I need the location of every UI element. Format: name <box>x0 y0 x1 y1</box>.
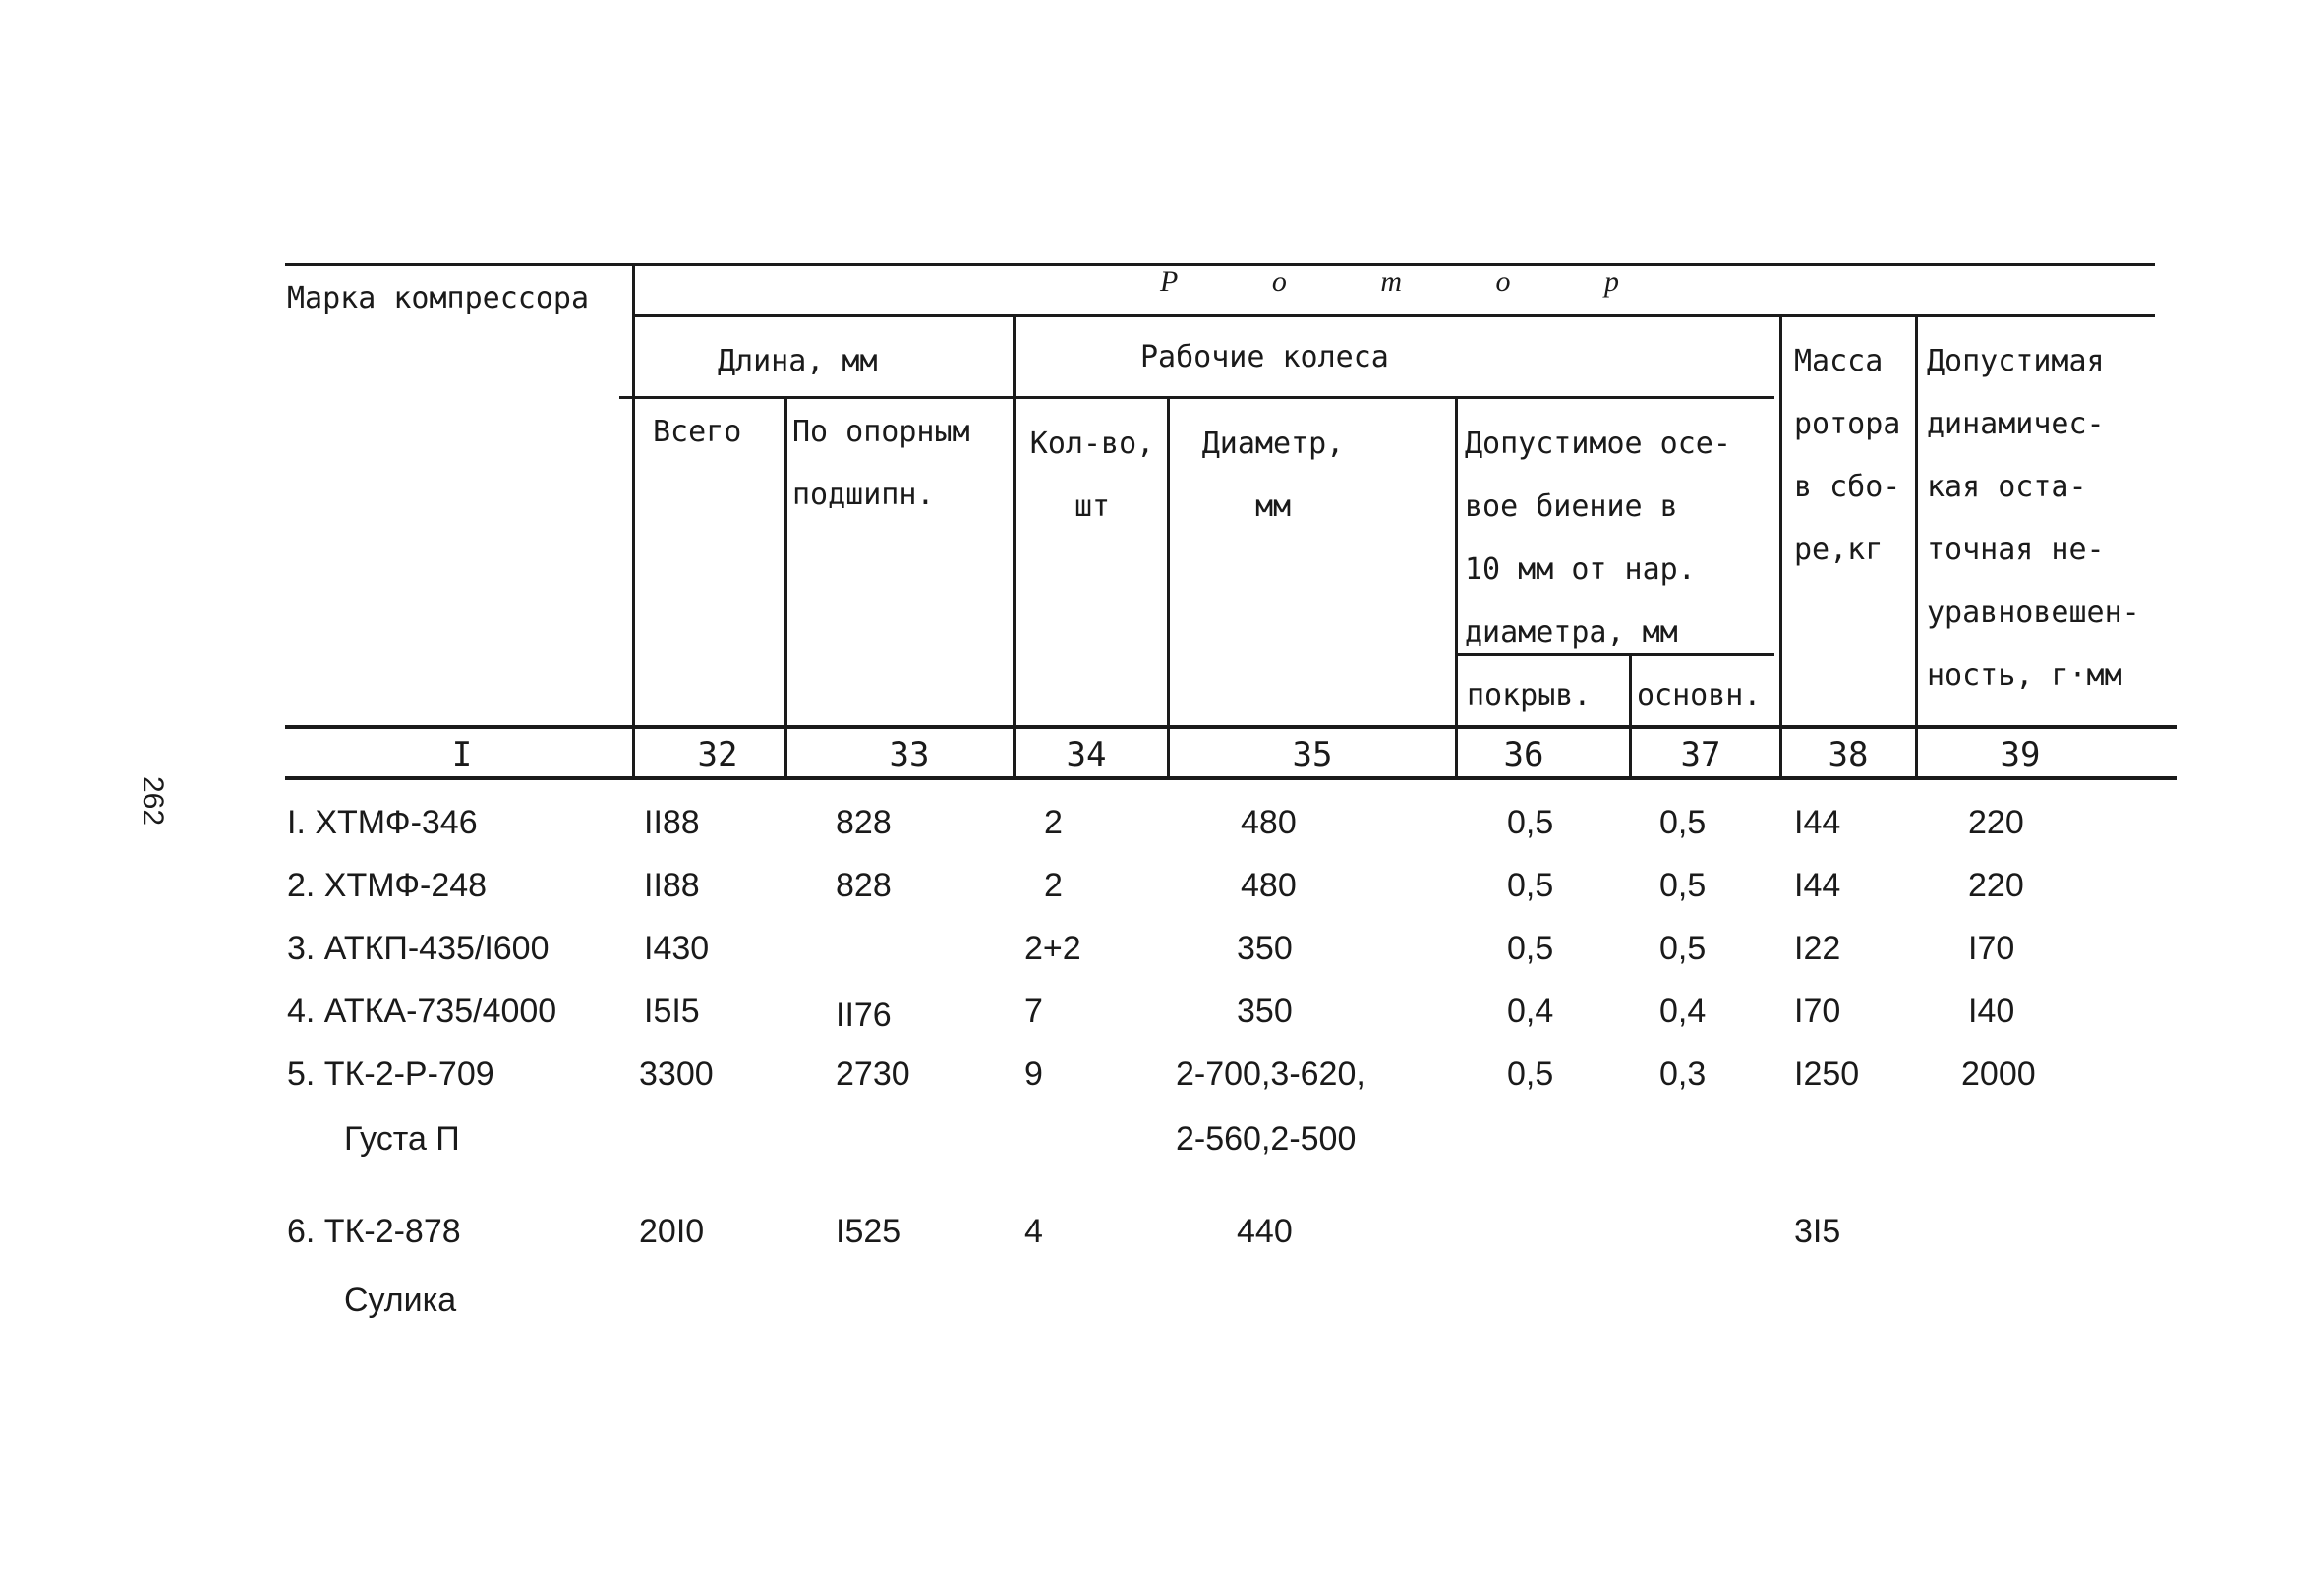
row-imbalance: 220 <box>1968 804 2024 841</box>
row-name: 3. АТКП-435/I600 <box>287 930 550 967</box>
row-count: 9 <box>1024 1055 1043 1093</box>
header-count: Кол-во, шт <box>1029 427 1155 524</box>
col-rule-base <box>1779 316 1782 776</box>
row-base: 0,5 <box>1659 804 1707 841</box>
row-diameter: 2-700,3-620, <box>1176 1055 1365 1093</box>
rotor-rule <box>634 314 2155 317</box>
header-wheels: Рабочие колеса <box>1140 340 1389 374</box>
row-name: 4. АТКА-735/4000 <box>287 993 557 1030</box>
row-diameter: 440 <box>1237 1213 1293 1250</box>
row-mass: I22 <box>1794 930 1841 967</box>
row-base: 0,5 <box>1659 930 1707 967</box>
column-number: 35 <box>1292 735 1333 774</box>
header-total: Всего <box>653 415 742 449</box>
col-rule-mass <box>1915 316 1918 776</box>
header-rotor: Р о т о р <box>1160 265 1662 298</box>
col-rule-brand <box>632 265 635 776</box>
page-number: 262 <box>137 776 169 826</box>
row-bearing: II76 <box>836 997 892 1034</box>
row-coated: 0,5 <box>1507 867 1554 904</box>
row-mass: 3I5 <box>1794 1213 1841 1250</box>
column-number: 32 <box>697 735 738 774</box>
row-name: 6. ТК-2-878 <box>287 1213 461 1250</box>
row-name: 2. ХТМФ-248 <box>287 867 488 904</box>
row-name: I. ХТМФ-346 <box>287 804 478 841</box>
header-mass: Масса ротора в сбо- ре,кг <box>1794 344 1901 567</box>
header-bearing: По опорным подшипн. <box>792 415 970 512</box>
row-name-line2: Густа П <box>344 1120 460 1158</box>
subheader-rule-length <box>619 396 1013 399</box>
row-imbalance: I40 <box>1968 993 2015 1030</box>
row-base: 0,4 <box>1659 993 1707 1030</box>
numbers-bottom-rule <box>285 776 2177 780</box>
column-number: 33 <box>889 735 930 774</box>
row-mass: I70 <box>1794 993 1841 1030</box>
row-base: 0,3 <box>1659 1055 1707 1093</box>
row-coated: 0,5 <box>1507 804 1554 841</box>
column-number: 39 <box>2000 735 2041 774</box>
column-number: 36 <box>1503 735 1544 774</box>
header-imbalance: Допустимая динамичес- кая оста- точная не- уравновешен- ность, г·мм <box>1927 344 2140 693</box>
row-total: I5I5 <box>644 993 700 1030</box>
row-imbalance: 220 <box>1968 867 2024 904</box>
col-rule-total <box>784 397 787 776</box>
col-rule-count <box>1167 397 1170 776</box>
header-base: основн. <box>1637 678 1762 712</box>
header-brand: Марка компрессора <box>287 281 590 315</box>
row-total: II88 <box>644 804 700 841</box>
row-mass: I44 <box>1794 804 1841 841</box>
header-runout: Допустимое осе- вое биение в 10 мм от нар. диаметра, мм <box>1465 427 1731 650</box>
row-bearing: 828 <box>836 867 892 904</box>
column-number: I <box>451 735 473 774</box>
row-count: 2 <box>1044 804 1063 841</box>
row-mass: I44 <box>1794 867 1841 904</box>
header-diameter: Диаметр, мм <box>1201 427 1345 524</box>
row-diameter: 480 <box>1241 867 1297 904</box>
row-total: II88 <box>644 867 700 904</box>
row-coated: 0,5 <box>1507 930 1554 967</box>
row-count: 2 <box>1044 867 1063 904</box>
row-imbalance: 2000 <box>1961 1055 2036 1093</box>
header-length: Длина, мм <box>718 344 878 378</box>
col-rule-diameter <box>1455 397 1458 776</box>
column-number: 37 <box>1680 735 1721 774</box>
row-bearing: 828 <box>836 804 892 841</box>
row-mass: I250 <box>1794 1055 1860 1093</box>
subheader-rule-wheels <box>1013 396 1774 399</box>
header-bottom-rule <box>285 725 2177 729</box>
row-name-line2: Сулика <box>344 1282 457 1319</box>
row-count: 2+2 <box>1024 930 1081 967</box>
row-imbalance: I70 <box>1968 930 2015 967</box>
row-diameter-line2: 2-560,2-500 <box>1176 1120 1357 1158</box>
row-total: 3300 <box>639 1055 714 1093</box>
row-coated: 0,5 <box>1507 1055 1554 1093</box>
col-rule-coated <box>1629 653 1632 776</box>
col-rule-bearing <box>1013 316 1016 776</box>
row-base: 0,5 <box>1659 867 1707 904</box>
row-bearing: I525 <box>836 1213 901 1250</box>
header-coated: покрыв. <box>1467 678 1592 712</box>
column-number: 34 <box>1066 735 1107 774</box>
row-total: 20I0 <box>639 1213 705 1250</box>
row-diameter: 480 <box>1241 804 1297 841</box>
row-name: 5. ТК-2-Р-709 <box>287 1055 494 1093</box>
row-coated: 0,4 <box>1507 993 1554 1030</box>
row-total: I430 <box>644 930 710 967</box>
row-count: 7 <box>1024 993 1043 1030</box>
column-number: 38 <box>1828 735 1869 774</box>
row-bearing: 2730 <box>836 1055 910 1093</box>
row-diameter: 350 <box>1237 930 1293 967</box>
row-diameter: 350 <box>1237 993 1293 1030</box>
row-count: 4 <box>1024 1213 1043 1250</box>
